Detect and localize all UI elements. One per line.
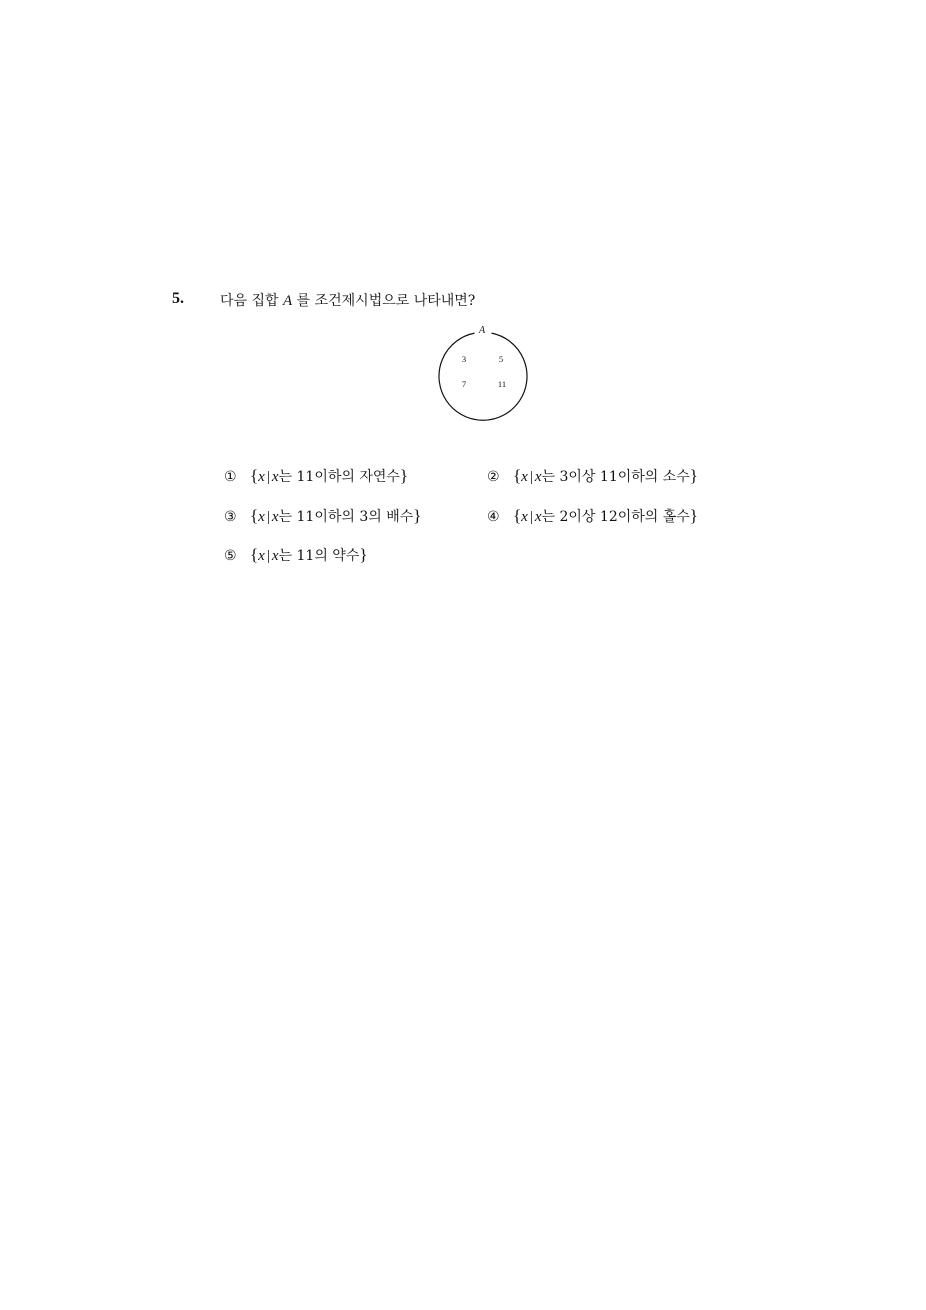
question-set-variable: A xyxy=(283,293,293,309)
choice-condition: 는 3이상 11이하의 소수 xyxy=(541,469,690,485)
venn-diagram xyxy=(432,318,534,424)
choice-condition: 는 11이하의 3의 배수 xyxy=(278,509,414,525)
element-label: 11 xyxy=(497,379,507,389)
answer-choice-3[interactable] xyxy=(224,506,421,526)
such-that-bar: | xyxy=(266,509,270,525)
open-brace: { xyxy=(250,466,259,485)
such-that-bar: | xyxy=(266,548,270,564)
choice-number: ② xyxy=(487,469,500,485)
element-label: 5 xyxy=(498,354,504,364)
variable: x xyxy=(521,469,528,485)
problem-number: 5. xyxy=(172,290,184,307)
set-label: A xyxy=(478,325,486,336)
element-label: 7 xyxy=(461,379,467,389)
question-text xyxy=(220,290,475,310)
variable: x xyxy=(258,509,265,525)
answer-choice-5[interactable] xyxy=(224,545,368,565)
close-brace: } xyxy=(399,466,409,485)
choice-number: ③ xyxy=(224,509,237,525)
choice-number: ⑤ xyxy=(224,548,237,564)
choice-number: ① xyxy=(224,469,237,485)
variable: x xyxy=(534,509,542,525)
variable: x xyxy=(521,509,528,525)
open-brace: { xyxy=(250,545,259,564)
such-that-bar: | xyxy=(529,469,533,485)
close-brace: } xyxy=(689,466,698,485)
choice-condition: 는 11이하의 자연수 xyxy=(278,469,400,485)
such-that-bar: | xyxy=(529,509,533,525)
venn-diagram-svg xyxy=(432,318,534,424)
close-brace: } xyxy=(689,506,698,525)
close-brace: } xyxy=(413,506,422,525)
variable: x xyxy=(258,469,265,485)
such-that-bar: | xyxy=(266,469,270,485)
close-brace: } xyxy=(359,545,368,564)
choice-number: ④ xyxy=(487,509,500,525)
open-brace: { xyxy=(513,506,522,525)
open-brace: { xyxy=(250,506,259,525)
answer-choice-1[interactable] xyxy=(224,466,408,486)
variable: x xyxy=(534,469,542,485)
element-label: 3 xyxy=(461,354,467,364)
question-after: 를 조건제시법으로 나타내면? xyxy=(292,293,476,309)
set-circle xyxy=(439,333,527,420)
variable: x xyxy=(271,509,279,525)
choice-condition: 는 11의 약수 xyxy=(278,548,360,564)
variable: x xyxy=(271,548,279,564)
variable: x xyxy=(271,469,279,485)
choice-condition: 는 2이상 12이하의 홀수 xyxy=(541,509,690,525)
open-brace: { xyxy=(513,466,522,485)
variable: x xyxy=(258,548,265,564)
answer-choice-2[interactable] xyxy=(487,466,698,486)
question-before: 다음 집합 xyxy=(220,293,283,309)
answer-choice-4[interactable] xyxy=(487,506,698,526)
